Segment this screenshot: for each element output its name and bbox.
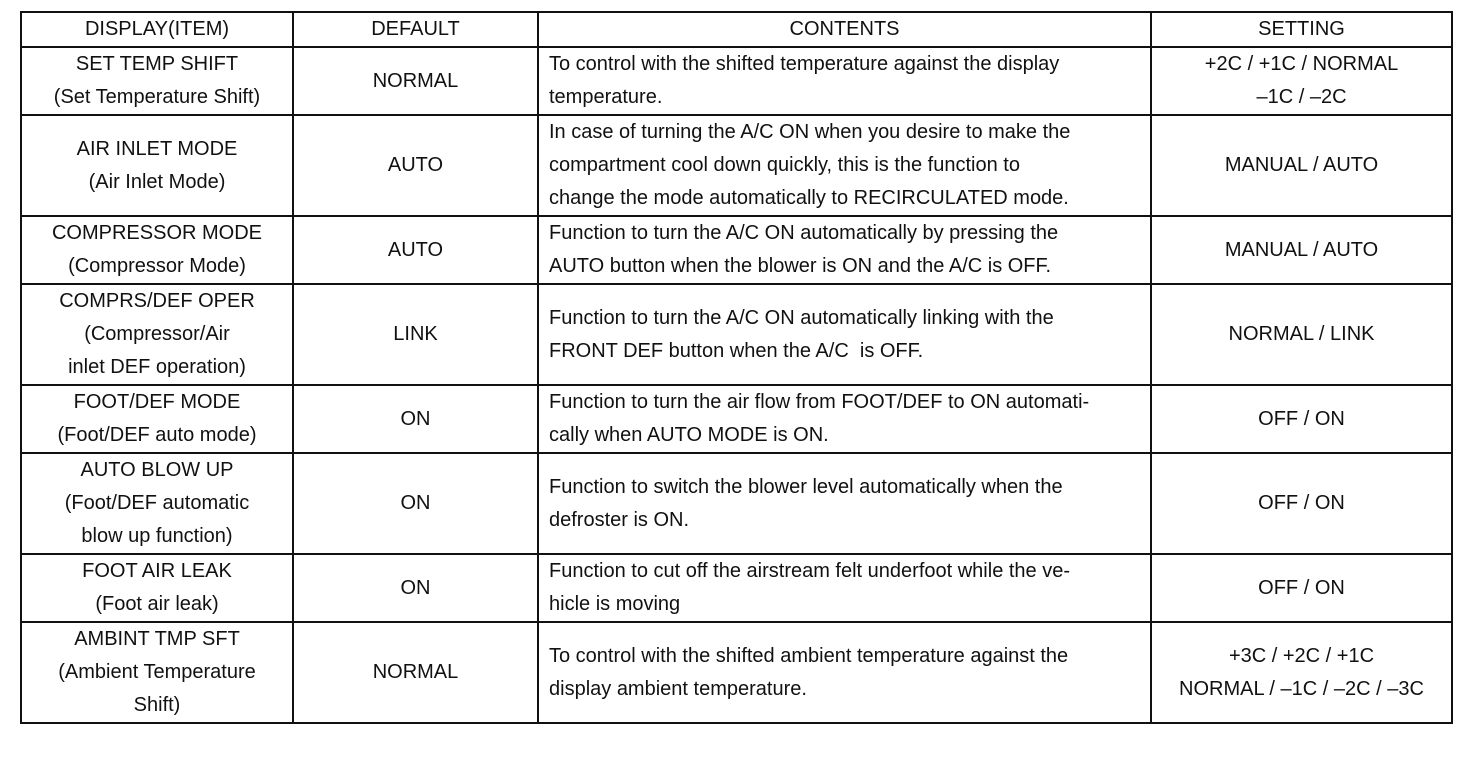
table-row — [21, 622, 1452, 723]
contents-cell — [538, 47, 1151, 115]
contents-cell — [538, 385, 1151, 453]
contents-cell-line: compartment cool down quickly, this is the function to — [549, 154, 1020, 176]
contents-cell-line: cally when AUTO MODE is ON. — [549, 424, 829, 446]
item-cell-line: (Air Inlet Mode) — [88, 170, 226, 193]
contents-cell-line: AUTO button when the blower is ON and the A/C is OFF. — [549, 255, 1052, 277]
item-cell-line: FOOT AIR LEAK — [82, 560, 232, 582]
contents-cell — [538, 284, 1151, 385]
table-row — [21, 385, 1452, 453]
table-row — [21, 554, 1452, 622]
setting-cell-line: –1C / –2C — [1256, 86, 1347, 108]
item-cell-line: Shift) — [133, 694, 181, 716]
item-cell-line: AIR INLET MODE — [76, 137, 238, 160]
header-item: DISPLAY(ITEM) — [21, 12, 293, 47]
item-cell-line: (Ambient Temperature — [58, 661, 256, 683]
setting-cell-line: OFF / ON — [1258, 407, 1345, 430]
default-cell: ON — [293, 453, 538, 554]
setting-cell-line: OFF / ON — [1258, 492, 1345, 514]
contents-cell — [538, 622, 1151, 723]
setting-cell-line: OFF / ON — [1258, 576, 1345, 599]
contents-cell-line: defroster is ON. — [549, 508, 690, 531]
item-cell-line: inlet DEF operation) — [68, 356, 246, 378]
item-cell-line: COMPRESSOR MODE — [51, 222, 263, 244]
item-cell — [21, 216, 293, 284]
contents-cell-line: Function to cut off the airstream felt underfoot while the ve- — [549, 560, 1071, 582]
setting-cell-line: NORMAL / –1C / –2C / –3C — [1179, 677, 1424, 700]
contents-cell-line: Function to turn the A/C ON automatically linking with the — [549, 306, 1054, 329]
settings-table — [20, 11, 1453, 724]
item-cell — [21, 453, 293, 554]
contents-cell — [538, 115, 1151, 216]
default-cell: AUTO — [293, 216, 538, 284]
setting-cell — [1151, 47, 1452, 115]
item-cell-line: AUTO BLOW UP — [80, 459, 234, 481]
default-cell: LINK — [293, 284, 538, 385]
setting-cell-line: MANUAL / AUTO — [1224, 154, 1379, 176]
contents-cell-line: Function to turn the A/C ON automatically by pressing the — [549, 222, 1059, 244]
contents-cell-line: Function to turn the air flow from FOOT/DEF to ON automati- — [549, 391, 1090, 413]
item-cell-line: (Compressor Mode) — [68, 255, 246, 277]
contents-cell-line: change the mode automatically to RECIRCULATED mode. — [549, 187, 1069, 209]
contents-cell — [538, 216, 1151, 284]
default-cell: ON — [293, 385, 538, 453]
item-cell-line: blow up function) — [81, 525, 233, 547]
setting-cell-line: NORMAL / LINK — [1228, 323, 1375, 345]
contents-cell-line: temperature. — [549, 86, 663, 108]
setting-cell — [1151, 554, 1452, 622]
item-cell-line: (Set Temperature Shift) — [53, 86, 261, 108]
header-row — [21, 12, 1452, 47]
item-cell — [21, 385, 293, 453]
contents-cell-line: In case of turning the A/C ON when you desire to make the — [549, 121, 1071, 143]
item-cell-line: (Foot air leak) — [95, 593, 219, 615]
default-cell: AUTO — [293, 115, 538, 216]
contents-cell-line: FRONT DEF button when the A/C is OFF. — [549, 339, 924, 362]
item-cell — [21, 47, 293, 115]
table-row — [21, 284, 1452, 385]
item-cell-line: SET TEMP SHIFT — [75, 53, 239, 75]
setting-cell-line: MANUAL / AUTO — [1224, 238, 1379, 261]
header-setting: SETTING — [1151, 12, 1452, 47]
header-default: DEFAULT — [293, 12, 538, 47]
contents-cell-line: To control with the shifted ambient temperature against the — [549, 644, 1069, 667]
setting-cell — [1151, 216, 1452, 284]
item-cell — [21, 554, 293, 622]
item-cell — [21, 115, 293, 216]
setting-cell — [1151, 385, 1452, 453]
item-cell-line: AMBINT TMP SFT — [74, 628, 240, 650]
setting-cell — [1151, 115, 1452, 216]
default-cell: NORMAL — [293, 622, 538, 723]
item-cell-line: COMPRS/DEF OPER — [59, 290, 255, 312]
contents-cell-line: Function to switch the blower level automatically when the — [549, 475, 1063, 498]
table-row — [21, 216, 1452, 284]
contents-cell-line: hicle is moving — [549, 593, 681, 615]
table-row — [21, 453, 1452, 554]
default-cell: NORMAL — [293, 47, 538, 115]
contents-cell-line: display ambient temperature. — [549, 677, 807, 700]
default-cell: ON — [293, 554, 538, 622]
table-body — [21, 47, 1452, 723]
item-cell-line: (Foot/DEF auto mode) — [57, 424, 257, 446]
item-cell-line: FOOT/DEF MODE — [73, 391, 241, 413]
setting-cell-line: +3C / +2C / +1C — [1228, 644, 1375, 667]
contents-cell — [538, 453, 1151, 554]
setting-cell — [1151, 284, 1452, 385]
setting-cell-line: +2C / +1C / NORMAL — [1204, 53, 1399, 75]
item-cell-line: (Foot/DEF automatic — [64, 492, 250, 514]
contents-cell — [538, 554, 1151, 622]
setting-cell — [1151, 453, 1452, 554]
setting-cell — [1151, 622, 1452, 723]
contents-cell-line: To control with the shifted temperature against the display — [549, 53, 1060, 75]
item-cell-line: (Compressor/Air — [84, 323, 230, 345]
table-row — [21, 47, 1452, 115]
table-row — [21, 115, 1452, 216]
item-cell — [21, 622, 293, 723]
header-contents: CONTENTS — [538, 12, 1151, 47]
item-cell — [21, 284, 293, 385]
